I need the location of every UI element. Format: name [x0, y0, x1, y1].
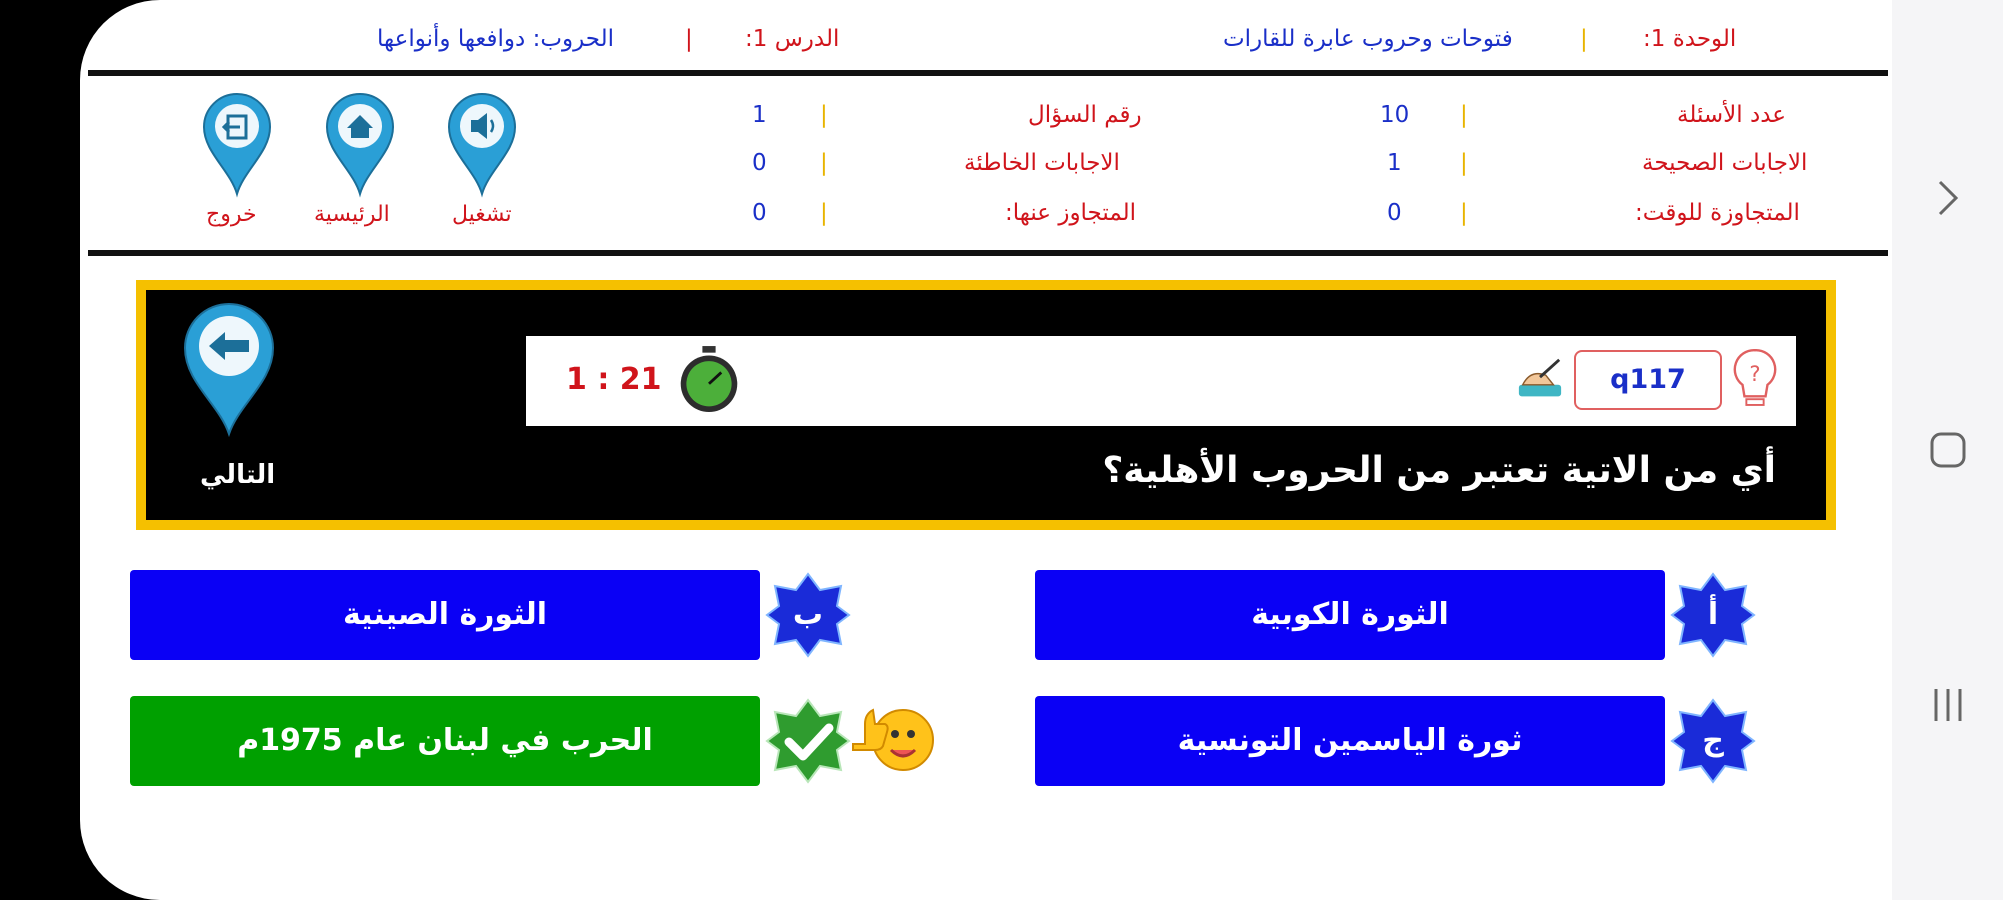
svg-text:?: ? — [1749, 360, 1761, 386]
question-panel — [136, 280, 1836, 530]
question-text: أي من الاتية تعتبر من الحروب الأهلية؟ — [1102, 450, 1776, 491]
skipped-label: المتجاوز عنها: — [1005, 200, 1137, 226]
option-a-button[interactable]: الثورة الكوبية — [1035, 570, 1665, 660]
stats-separator: | — [1460, 200, 1468, 226]
timeout-value: 0 — [1387, 200, 1402, 226]
exit-button[interactable] — [200, 90, 300, 240]
correct-answers-value: 1 — [1387, 150, 1402, 176]
stats-separator: | — [820, 200, 828, 226]
exit-icon — [200, 90, 274, 198]
stats-separator: | — [1460, 102, 1468, 128]
num-questions-value: 10 — [1380, 102, 1410, 128]
home-icon — [323, 90, 397, 198]
home-button[interactable] — [310, 90, 410, 240]
header-separator: | — [685, 26, 693, 52]
question-number-label: رقم السؤال — [1028, 102, 1142, 128]
option-c-letter: ج — [1702, 723, 1724, 758]
stats-separator: | — [820, 150, 828, 176]
lesson-title: الحروب: دوافعها وأنواعها — [377, 26, 615, 52]
option-c-badge[interactable] — [1670, 698, 1756, 784]
stats-separator: | — [1460, 150, 1468, 176]
question-number-value: 1 — [752, 102, 767, 128]
option-b-button[interactable]: الثورة الصينية — [130, 570, 760, 660]
option-b-letter: ب — [792, 597, 824, 632]
option-a-letter: أ — [1707, 597, 1719, 632]
lightbulb-icon — [1731, 346, 1779, 414]
countdown-timer: 1 : 21 — [566, 362, 662, 397]
option-d-badge[interactable] — [765, 698, 851, 784]
lesson-label: الدرس 1: — [745, 26, 840, 52]
correct-check-icon — [765, 698, 851, 784]
recent-apps-icon[interactable] — [1928, 685, 1968, 725]
num-questions-label: عدد الأسئلة — [1677, 102, 1787, 128]
wrong-answers-label: الاجابات الخاطئة — [964, 150, 1120, 176]
next-button[interactable] — [174, 300, 284, 500]
back-arrow-icon — [179, 300, 279, 440]
header-divider — [88, 70, 1888, 76]
option-b-badge[interactable] — [765, 572, 851, 658]
question-id: q117 — [1574, 350, 1722, 410]
timeout-label: المتجاوزة للوقت: — [1635, 200, 1800, 226]
stats-divider — [88, 250, 1888, 256]
option-a-badge[interactable] — [1670, 572, 1756, 658]
app-screen — [80, 0, 1892, 900]
home-square-icon[interactable] — [1928, 430, 1968, 470]
wrong-answers-value: 0 — [752, 150, 767, 176]
unit-label: الوحدة 1: — [1643, 26, 1737, 52]
play-label: تشغيل — [452, 202, 512, 227]
unit-title: فتوحات وحروب عابرة للقارات — [1223, 26, 1513, 52]
header-separator: | — [1580, 26, 1588, 52]
next-label: التالي — [200, 460, 276, 490]
stats-separator: | — [820, 102, 828, 128]
home-label: الرئيسية — [314, 202, 390, 227]
question-info-strip — [526, 336, 1796, 426]
play-button[interactable] — [432, 90, 532, 240]
speaker-icon — [445, 90, 519, 198]
skipped-value: 0 — [752, 200, 767, 226]
writing-hand-icon — [1511, 356, 1569, 404]
thumbs-up-smiley-icon — [847, 694, 937, 774]
exit-label: خروج — [206, 202, 257, 227]
stopwatch-icon — [676, 344, 742, 416]
chevron-right-icon[interactable] — [1932, 178, 1962, 218]
option-d-button[interactable]: الحرب في لبنان عام 1975م — [130, 696, 760, 786]
correct-answers-label: الاجابات الصحيحة — [1642, 150, 1808, 176]
option-c-button[interactable]: ثورة الياسمين التونسية — [1035, 696, 1665, 786]
system-navigation-bar — [1892, 0, 2003, 900]
